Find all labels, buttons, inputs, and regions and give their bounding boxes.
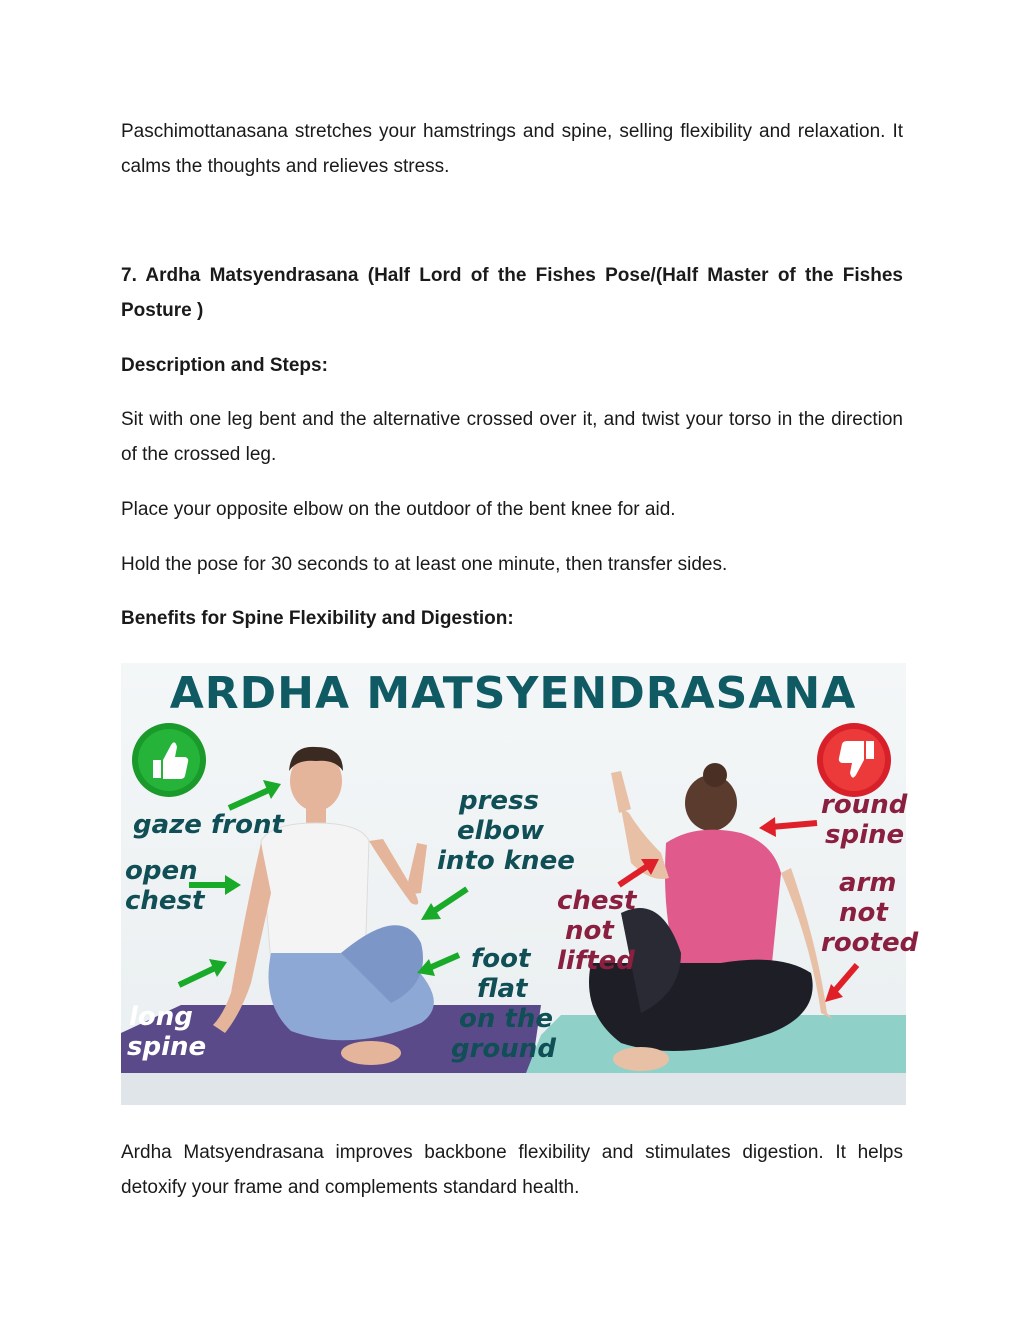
thumbs-up-icon bbox=[132, 723, 206, 797]
label-into-knee: into knee bbox=[437, 846, 575, 876]
label-long: long bbox=[129, 1002, 193, 1032]
figure-title: ARDHA MATSYENDRASANA bbox=[169, 668, 857, 719]
floor bbox=[121, 1073, 906, 1105]
label-bad-not: not bbox=[565, 916, 614, 946]
label-arm: arm bbox=[839, 868, 897, 898]
label-gaze-front: gaze front bbox=[133, 810, 284, 840]
step-1: Sit with one leg bent and the alternative crossed over it, and twist your torso in the direction of the crossed leg. bbox=[121, 409, 903, 465]
label-on-the: on the bbox=[459, 1004, 553, 1034]
thumbs-down-icon bbox=[817, 723, 891, 797]
label-rooted: rooted bbox=[821, 928, 919, 958]
section-heading: 7. Ardha Matsyendrasana (Half Lord of the Fishes Pose/(Half Master of the Fishes Posture ) bbox=[121, 265, 903, 321]
label-press: press bbox=[459, 786, 540, 816]
label-lifted: lifted bbox=[557, 946, 635, 976]
label-open: open bbox=[125, 856, 198, 886]
label-round-spine: spine bbox=[825, 820, 905, 850]
step-2: Place your opposite elbow on the outdoor of the bent knee for aid. bbox=[121, 499, 676, 520]
label-spine: spine bbox=[127, 1032, 207, 1062]
intro-paragraph: Paschimottanasana stretches your hamstrings and spine, selling flexibility and relaxation. It calms the thoughts and relieves stress. bbox=[121, 121, 903, 177]
step-3: Hold the pose for 30 seconds to at least one minute, then transfer sides. bbox=[121, 554, 728, 575]
pose-illustration-svg bbox=[121, 663, 919, 1105]
label-round: round bbox=[821, 790, 908, 820]
label-foot: foot bbox=[471, 944, 531, 974]
label-bad-chest: chest bbox=[557, 886, 637, 916]
pose-illustration bbox=[121, 663, 919, 1105]
description-subheading: Description and Steps: bbox=[121, 355, 328, 376]
label-ground: ground bbox=[451, 1034, 556, 1064]
label-arm-not: not bbox=[839, 898, 888, 928]
benefits-subheading: Benefits for Spine Flexibility and Digestion: bbox=[121, 608, 514, 629]
label-flat: flat bbox=[477, 974, 528, 1004]
label-chest: chest bbox=[125, 886, 205, 916]
closing-paragraph: Ardha Matsyendrasana improves backbone flexibility and stimulates digestion. It helps detoxify your frame and complements standard health. bbox=[121, 1142, 903, 1198]
label-elbow: elbow bbox=[457, 816, 545, 846]
